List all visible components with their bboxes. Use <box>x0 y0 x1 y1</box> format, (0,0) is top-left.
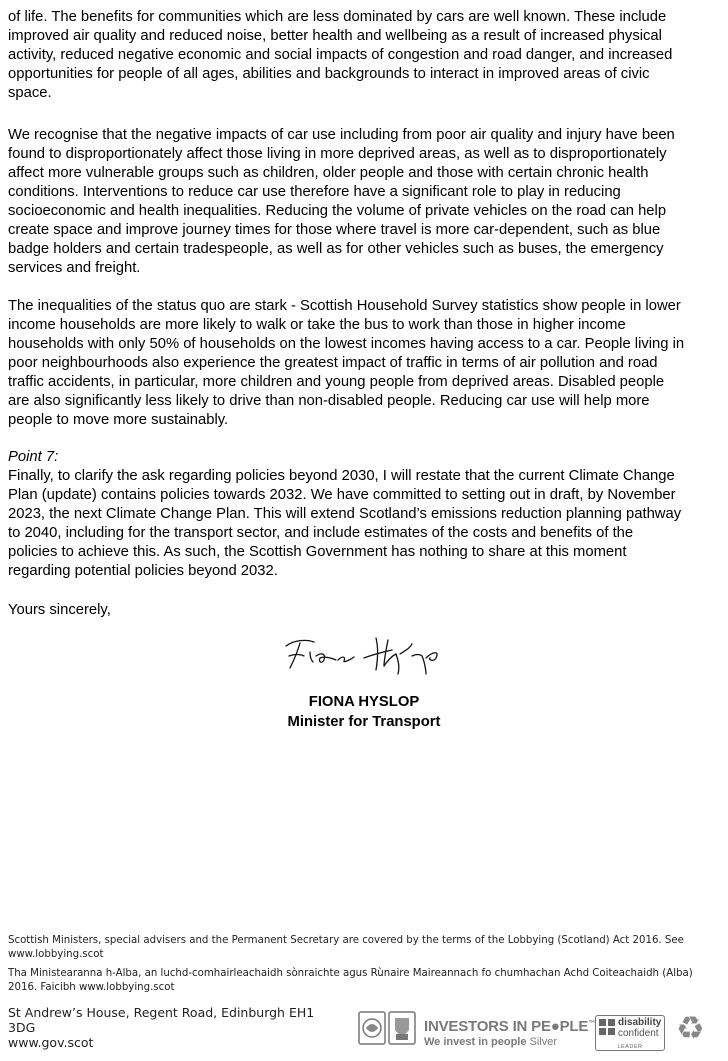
recycle-icon: ♻ <box>676 1010 705 1046</box>
lobbying-notice-gaelic: Tha Ministearanna h-Alba, an luchd-comhairleachaidh sònraichte agus Rùnaire Maireannach fo chumhachan Achd Coiteachaidh (Alba) 2016. Faicibh www.lobbying.scot <box>8 968 693 993</box>
paragraph-benefits: of life. The benefits for communities which are less dominated by cars are well known. These include improved air quality and reduced noise, better health and wellbeing as a result of increased physical activity, reduced negative economic and social impacts of congestion and road danger, and increased opportunities for people of all ages, abilities and backgrounds to interact in improved areas of civic space. <box>8 9 673 101</box>
lobbying-link[interactable]: www.lobbying.scot <box>8 949 104 960</box>
closing-salutation: Yours sincerely, <box>8 602 111 618</box>
disability-confident-logo: disability confident LEADER <box>595 1015 665 1051</box>
handwritten-signature <box>280 630 450 676</box>
signatory-title: Minister for Transport <box>287 714 441 730</box>
paragraph-point-7: Point 7: Finally, to clarify the ask regarding policies beyond 2030, I will restate that the current Climate Change Plan (update) contains policies towards 2032. We have committed to setting out in draft, by November 2023, the next Climate Change Plan. This will extend Scotland’s emissions reduction planning pathway to 2040, including for the transport sector, and include estimates of the costs and benefits of the policies to achieve this. As such, the Scottish Government has nothing to share at this moment regarding potential policies beyond 2032. <box>8 448 723 581</box>
point-7-heading: Point 7: <box>8 449 59 465</box>
accreditation-logos <box>358 1006 728 1050</box>
signature-block <box>0 692 728 732</box>
website-link[interactable]: www.gov.scot <box>8 1035 94 1050</box>
address-block: St Andrew’s House, Regent Road, Edinburgh EH1 3DG www.gov.scot <box>8 1005 328 1050</box>
disability-confident-icon <box>599 1019 615 1037</box>
paragraph-negative-impacts: We recognise that the negative impacts of car use including from poor air quality and injury have been found to disproportionately affect those living in more deprived areas, as well as to disproportionately affect more vulnerable groups such as children, older people and those with certain chronic health conditions. Interventions to reduce car use therefore have a significant role to play in reducing socioeconomic and health inequalities. Reducing the volume of private vehicles on the road can help create space and improve journey times for those where travel is more car-dependent, such as blue badge holders and certain tradespeople, as well as for other vehicles such as buses, the emergency services and freight. <box>8 127 675 276</box>
lobbying-notice-english: Scottish Ministers, special advisers and the Permanent Secretary are covered by the terms of the Lobbying (Scotland) Act 2016. See www.lobbying.scot <box>8 934 723 962</box>
paragraph-inequalities: The inequalities of the status quo are stark - Scottish Household Survey statistics show people in lower income households are more likely to walk or take the bus to work than those in higher income households with only 50% of households on the lowest incomes having access to a car. People living in poor neighbourhoods also experience the greatest impact of traffic in terms of air pollution and road traffic accidents, in particular, more children and young people from deprived areas. Disabled people are also significantly less likely to drive than non-disabled people. Reducing car use will help more people to move more sustainably. <box>8 298 685 428</box>
accreditation-crest-icon <box>358 1008 418 1048</box>
investors-in-people-logo: INVESTORS IN PE●PLE™ We invest in people Silver <box>424 1018 596 1048</box>
signatory-name: FIONA HYSLOP <box>308 694 420 710</box>
